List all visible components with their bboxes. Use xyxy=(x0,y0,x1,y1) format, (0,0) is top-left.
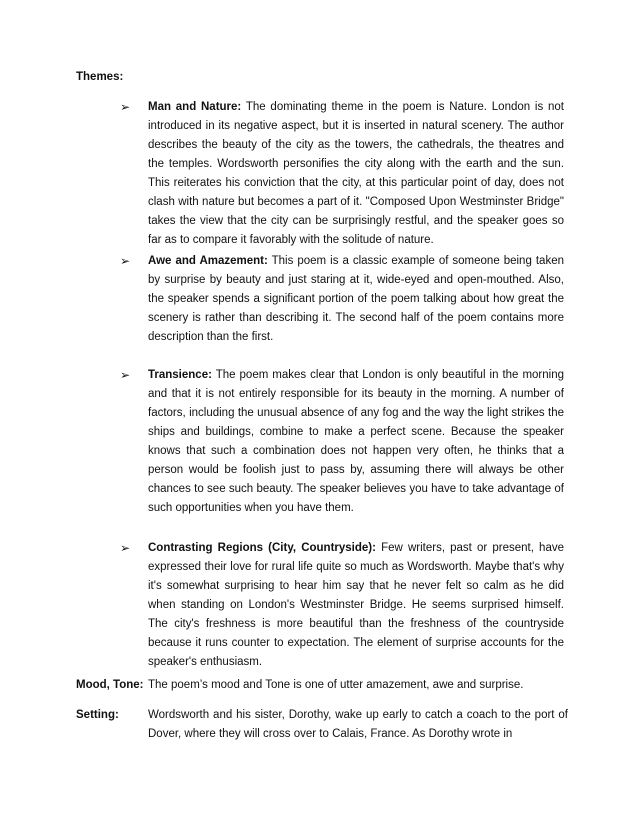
arrow-bullet-icon: ➢ xyxy=(120,254,131,268)
theme-contrasting-regions xyxy=(120,539,564,672)
mood-tone-label: Mood, Tone: xyxy=(76,679,144,691)
setting-text: Wordsworth and his sister, Dorothy, wake up early to catch a coach to the port of Dover, where they will cross over to Calais, France. As Dorothy wrote in xyxy=(148,709,568,740)
theme-text: Few writers, past or present, have expressed their love for rural life quite so much as Wordsworth. Maybe that's why it's somewhat surprising to hear him say that he never felt so calm as he did when standing on London's Westminster Bridge. He seems surprised himself. The city's freshness is more beautiful than the freshness of the countryside because it runs counter to expectation. The element of surprise accounts for the speaker's enthusiasm. xyxy=(148,542,564,668)
theme-transience xyxy=(120,366,564,518)
themes-heading: Themes: xyxy=(76,71,124,83)
theme-term: Contrasting Regions (City, Countryside): xyxy=(148,542,376,554)
arrow-bullet-icon: ➢ xyxy=(120,100,131,114)
theme-text: This poem is a classic example of someone being taken by surprise by beauty and just staring at it, wide-eyed and open-mouthed. Also, the speaker spends a significant portion of the poem talking about how great the scenery is rather than describing it. The second half of the poem contains more description than the first. xyxy=(148,255,564,343)
theme-text: The poem makes clear that London is only beautiful in the morning and that it is not entirely responsible for its beauty in the morning. A number of factors, including the unusual absence of any fog and the way the light strikes the ships and buildings, combine to make a perfect scene. Because the speaker knows that such a combination does not happen very often, he thinks that a person would be foolish just to pass by, assuming there will always be other chances to see such beauty. The speaker believes you have to take advantage of such opportunities when you have them. xyxy=(148,369,564,514)
setting-row xyxy=(76,706,568,744)
mood-tone-row xyxy=(76,676,568,695)
theme-awe-and-amazement xyxy=(120,252,564,347)
theme-term: Man and Nature: xyxy=(148,101,242,113)
theme-man-and-nature xyxy=(120,98,564,250)
arrow-bullet-icon: ➢ xyxy=(120,541,131,555)
arrow-bullet-icon: ➢ xyxy=(120,368,131,382)
mood-tone-text: The poem’s mood and Tone is one of utter amazement, awe and surprise. xyxy=(148,679,524,691)
theme-term: Awe and Amazement: xyxy=(148,255,268,267)
theme-text: The dominating theme in the poem is Nature. London is not introduced in its negative aspect, but it is inserted in natural scenery. The author describes the beauty of the city as the towers, the cathedrals, the theatres and the temples. Wordsworth personifies the city along with the earth and the sun. This reiterates his conviction that the city, at this particular point of day, does not clash with nature but becomes a part of it. "Composed Upon Westminster Bridge" takes the view that the city can be surprisingly restful, and the speaker goes so far as to compare it favorably with the solitude of nature. xyxy=(148,101,564,246)
themes-list xyxy=(120,98,564,672)
setting-label: Setting: xyxy=(76,709,119,721)
theme-term: Transience: xyxy=(148,369,212,381)
